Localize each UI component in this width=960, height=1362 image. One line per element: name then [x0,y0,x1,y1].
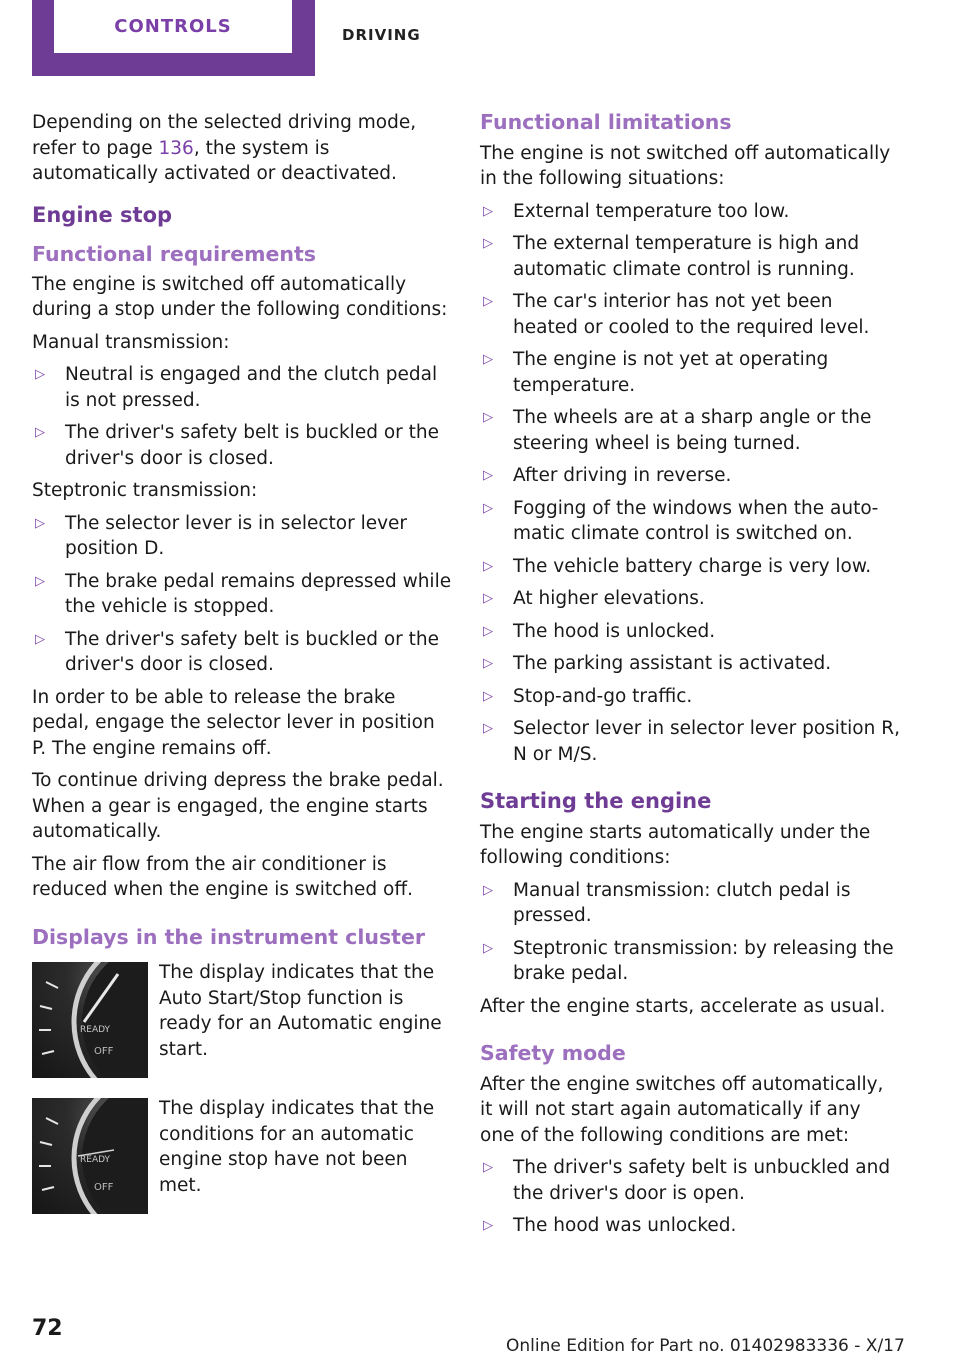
list-item: ▷ The driver's safety belt is buckled or the driver's door is closed. [35,628,439,675]
svg-text:READY: READY [80,1025,111,1035]
manual-list [32,362,452,471]
triangle-bullet-icon: ▷ [35,573,45,589]
steptronic-label: Steptronic transmission: [32,480,258,501]
list-item: ▷ Steptronic transmission: by releasing the brake pedal. [483,937,894,984]
triangle-bullet-icon: ▷ [483,410,493,425]
list-item: ▷ Stop-and-go traffic. [480,684,900,710]
func-req-text: The engine is switched off automatically during a stop under the following conditions: [32,273,448,320]
display-ready [32,960,452,1078]
list-item: ▷ At higher elevations. [480,586,900,612]
svg-text:OFF: OFF [94,1046,114,1057]
triangle-bullet-icon: ▷ [483,1218,493,1233]
triangle-bullet-icon: ▷ [483,468,493,483]
limits-text: The engine is not switched off automatically in the following situations: [480,142,891,189]
displays-heading: Displays in the instrument cluster [32,924,425,949]
triangle-bullet-icon: ▷ [483,882,493,898]
tab-controls-label: CONTROLS [54,0,292,53]
triangle-bullet-icon: ▷ [35,631,45,647]
list-item: ▷ Fogging of the windows when the automatic climate control is switched on. [483,497,879,544]
steptronic-list [32,511,452,678]
triangle-bullet-icon: ▷ [483,623,493,639]
display-not-met-text: The display indicates that the conditions for an automatic engine stop have not been met. [159,1098,435,1196]
starting-list [480,878,900,987]
safety-text: After the engine switches off automatically, it will not start again automatically if any one of the following conditions are met: [480,1073,884,1146]
triangle-bullet-icon: ▷ [483,940,493,956]
list-item: ▷ The parking assistant is activated. [480,651,900,677]
paragraph-release-brake: In order to be able to release the brake pedal, engage the selector lever in position P. The engine remains off. [32,686,435,759]
triangle-bullet-icon: ▷ [483,721,493,736]
functional-requirements-heading: Functional requirements [32,242,317,266]
list-item: ▷ The driver's safety belt is buckled or the driver's door is closed. [35,422,439,469]
triangle-bullet-icon: ▷ [483,656,493,671]
list-item: ▷ After driving in reverse. [480,463,900,489]
triangle-bullet-icon: ▷ [483,236,493,251]
manual-label: Manual transmission: [32,331,230,353]
triangle-bullet-icon: ▷ [483,1160,493,1175]
triangle-bullet-icon: ▷ [483,294,493,309]
left-column [32,110,452,1232]
intro-text-end: , the system is automatically activated or deactivated. [32,137,397,184]
tab-controls[interactable] [32,0,315,76]
list-item: ▷ The hood is unlocked. [480,619,900,645]
display-not-met [32,1096,452,1214]
triangle-bullet-icon: ▷ [483,591,493,606]
list-item: ▷ The hood was unlocked. [480,1213,900,1239]
edition-note: Online Edition for Part no. 01402983336 - X/17 [506,1336,905,1356]
list-item: ▷ The driver's safety belt is unbuckled and the driver's door is open. [483,1157,891,1204]
list-item: ▷ Neutral is engaged and the clutch pedal is not pressed. [35,364,438,411]
intro-text: Depending on the selected driving mode, refer to page [32,112,417,159]
triangle-bullet-icon: ▷ [35,367,45,382]
safety-mode-heading: Safety mode [480,1041,626,1065]
list-item: ▷ The vehicle battery charge is very low. [480,554,900,580]
triangle-bullet-icon: ▷ [483,352,493,367]
after-start-text: After the engine starts, accelerate as usual. [480,995,886,1017]
page-link[interactable]: 136 [158,137,194,159]
functional-limitations-heading: Functional limitations [480,110,732,134]
instrument-cluster-image [32,1098,148,1214]
triangle-bullet-icon: ▷ [483,500,493,516]
safety-list [480,1155,900,1239]
intro-paragraph [32,110,452,187]
list-item: ▷ The selector lever is in selector lever position D. [35,512,408,559]
list-item: ▷ Manual transmission: clutch pedal is pressed. [483,879,851,926]
svg-text:READY: READY [80,1155,111,1165]
engine-stop-heading: Engine stop [32,202,173,227]
instrument-cluster-image [32,962,148,1078]
triangle-bullet-icon: ▷ [35,425,45,440]
paragraph-continue-driving: To continue driving depress the brake pedal. When a gear is engaged, the engine starts automatically. [32,770,444,842]
right-column [480,110,900,1246]
triangle-bullet-icon: ▷ [483,688,493,704]
triangle-bullet-icon: ▷ [483,558,493,574]
page-number: 72 [32,1316,63,1341]
list-item: ▷ The car's interior has not yet been heated or cooled to the required level. [483,291,870,338]
triangle-bullet-icon: ▷ [483,203,493,219]
list-item: ▷ The engine is not yet at operating temperature. [483,349,829,396]
list-item: ▷ The wheels are at a sharp angle or the steering wheel is being turned. [483,407,872,454]
paragraph-air-flow: The air flow from the air conditioner is reduced when the engine is switched off. [32,853,413,900]
starting-engine-heading: Starting the engine [480,789,712,813]
header-tabs [32,0,421,76]
triangle-bullet-icon: ▷ [35,515,45,531]
svg-text:OFF: OFF [94,1182,114,1193]
display-ready-text: The display indicates that the Auto Start/Stop function is ready for an Automatic engine start. [159,962,442,1060]
starting-text: The engine starts automatically under the following conditions: [480,821,871,868]
list-item: ▷ The external temperature is high and automatic climate control is running. [483,233,860,280]
limits-list [480,199,900,768]
list-item: ▷ Selector lever in selector lever position R, N or M/S. [483,718,900,765]
list-item: ▷ External temperature too low. [480,199,900,225]
list-item: ▷ The brake pedal remains depressed while the vehicle is stopped. [35,570,452,617]
tab-driving[interactable]: DRIVING [342,26,421,44]
